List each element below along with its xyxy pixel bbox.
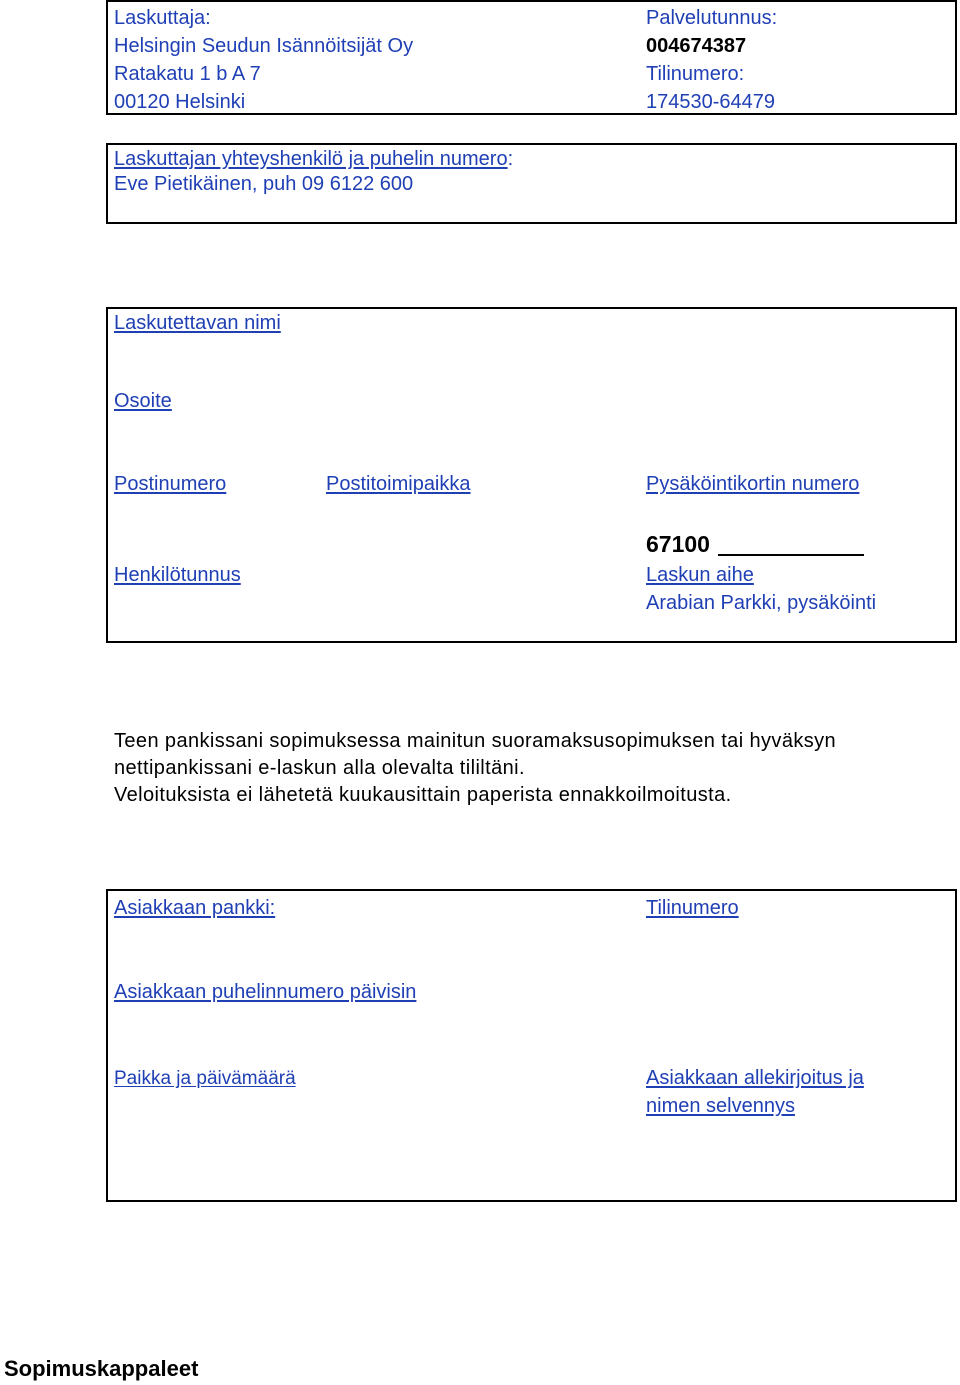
invoicer-postal: 00120 Helsinki bbox=[114, 91, 246, 113]
footer-title: Sopimuskappaleet bbox=[4, 1356, 199, 1381]
place-date-label: Paikka ja päivämäärä bbox=[114, 1068, 296, 1089]
billed-name-label: Laskutettavan nimi bbox=[114, 312, 281, 334]
service-id-value: 004674387 bbox=[646, 35, 747, 57]
service-id-label: Palvelutunnus: bbox=[646, 7, 778, 29]
invoicer-account-value: 174530-64479 bbox=[646, 91, 776, 113]
postal-code-label: Postinumero bbox=[114, 473, 227, 495]
customer-bank-label: Asiakkaan pankki: bbox=[114, 897, 276, 919]
invoicer-account-label: Tilinumero: bbox=[646, 63, 745, 85]
billed-address-label: Osoite bbox=[114, 390, 172, 412]
signature-label-line1: Asiakkaan allekirjoitus ja bbox=[646, 1067, 864, 1089]
agreement-line-3: Veloituksista ei lähetetä kuukausittain paperista ennakkoilmoitusta. bbox=[114, 784, 732, 806]
parking-card-blank-line bbox=[718, 554, 864, 556]
contact-label-colon: : bbox=[507, 148, 514, 170]
agreement-text bbox=[114, 728, 836, 809]
agreement-line-2: nettipankissani e-laskun alla olevalta tililtäni. bbox=[114, 757, 525, 779]
customer-box bbox=[106, 889, 957, 1202]
parking-card-label: Pysäköintikortin numero bbox=[646, 473, 860, 495]
invoicer-label: Laskuttaja: bbox=[114, 7, 211, 29]
contact-label bbox=[114, 147, 513, 171]
contact-value: Eve Pietikäinen, puh 09 6122 600 bbox=[114, 173, 414, 195]
invoicer-address: Ratakatu 1 b A 7 bbox=[114, 63, 261, 85]
agreement-line-1: Teen pankissani sopimuksessa mainitun suoramaksusopimuksen tai hyväksyn bbox=[114, 730, 837, 752]
ssn-label: Henkilötunnus bbox=[114, 564, 241, 586]
invoice-subject-value: Arabian Parkki, pysäköinti bbox=[646, 592, 877, 614]
invoicer-name: Helsingin Seudun Isännöitsijät Oy bbox=[114, 35, 414, 57]
customer-account-label: Tilinumero bbox=[646, 897, 739, 919]
parking-card-value: 67100 bbox=[646, 531, 710, 557]
invoice-subject-label: Laskun aihe bbox=[646, 564, 754, 586]
signature-label-line2: nimen selvennys bbox=[646, 1095, 795, 1117]
customer-phone-label: Asiakkaan puhelinnumero päivisin bbox=[114, 981, 417, 1003]
post-office-label: Postitoimipaikka bbox=[326, 473, 471, 495]
contact-label-text: Laskuttajan yhteyshenkilö ja puhelin numero bbox=[114, 148, 508, 170]
